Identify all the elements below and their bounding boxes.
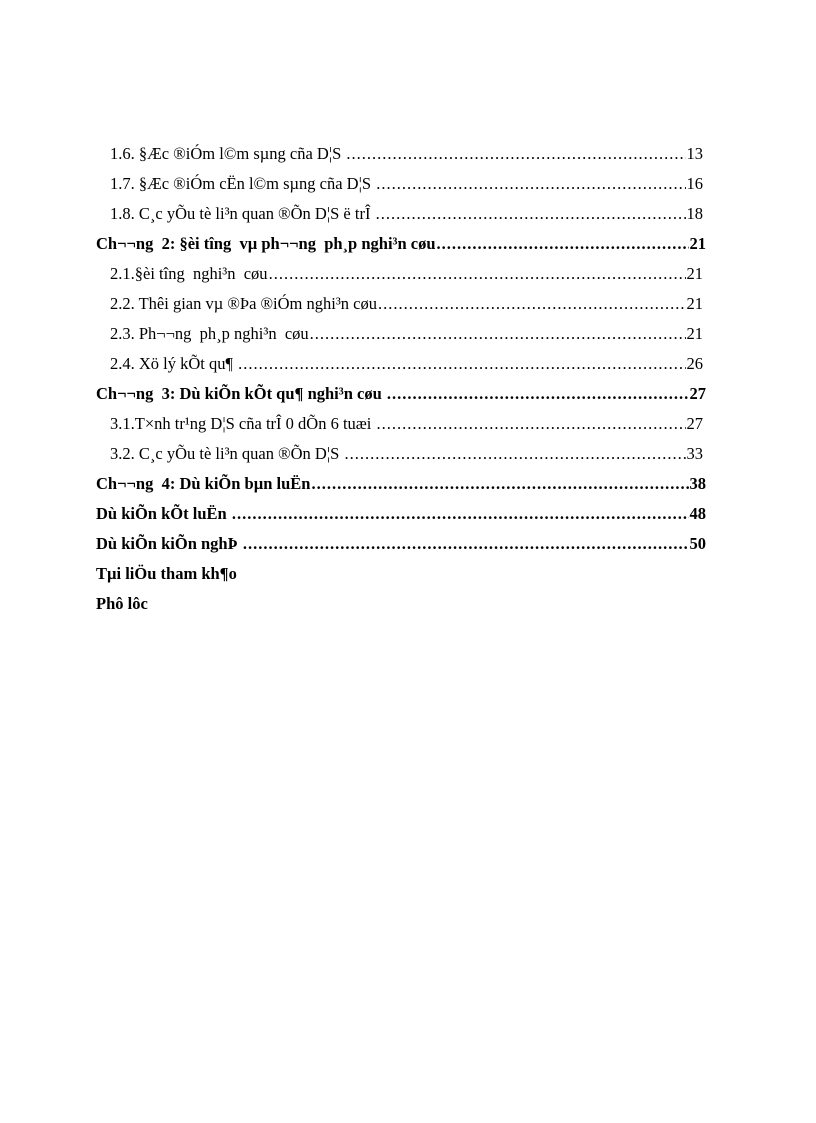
dot-leader — [376, 203, 686, 225]
dot-leader — [269, 263, 686, 285]
toc-entry-page: 16 — [686, 174, 703, 193]
dot-leader — [378, 293, 686, 315]
dot-leader — [387, 383, 689, 405]
toc-chapter-label: Ch¬¬ng 4: Dù kiÕn bµn luËn — [96, 474, 311, 493]
toc-references[interactable] — [96, 563, 706, 593]
toc-entry-label: 3.2. C¸c yÕu tè li³n quan ®Õn D¦S — [110, 444, 344, 463]
dot-leader — [346, 143, 685, 165]
toc-chapter-label: Phô lôc — [96, 594, 148, 613]
dot-leader — [311, 473, 688, 495]
toc-entry-page: 21 — [686, 324, 703, 343]
toc-expected-conclusion[interactable] — [96, 503, 706, 533]
dot-leader — [377, 413, 686, 435]
table-of-contents — [0, 143, 816, 623]
toc-entry-2-4[interactable] — [110, 353, 703, 383]
dot-leader — [437, 233, 689, 255]
toc-entry-page: 26 — [686, 354, 703, 373]
toc-expected-recommendation[interactable] — [96, 533, 706, 563]
toc-entry-page: 18 — [686, 204, 703, 223]
toc-chapter-label: Tµi liÖu tham kh¶o — [96, 564, 237, 583]
toc-entry-1-6[interactable] — [110, 143, 703, 173]
toc-entry-page: 33 — [686, 444, 703, 463]
toc-entry-page: 13 — [686, 144, 703, 163]
toc-entry-label: 2.3. Ph¬¬ng ph¸p nghi³n cøu — [110, 324, 309, 343]
toc-chapter-label: Dù kiÕn kiÕn nghÞ — [96, 534, 242, 553]
dot-leader — [376, 173, 685, 195]
dot-leader — [344, 443, 685, 465]
toc-entry-label: 1.8. C¸c yÕu tè li³n quan ®Õn D¦S ë trÎ — [110, 204, 375, 223]
toc-entry-label: 1.7. §Æc ®iÓm cËn l©m sµng cña D¦S — [110, 174, 376, 193]
toc-entry-label: 2.2. Thêi gian vµ ®Þa ®iÓm nghi³n cøu — [110, 294, 377, 313]
toc-chapter-page: 50 — [689, 534, 706, 553]
toc-appendix[interactable] — [96, 593, 706, 623]
dot-leader — [232, 503, 689, 525]
toc-entry-label: 2.4. Xö lý kÕt qu¶ — [110, 354, 238, 373]
toc-chapter-4[interactable] — [96, 473, 706, 503]
toc-entry-2-3[interactable] — [110, 323, 703, 353]
toc-chapter-3[interactable] — [96, 383, 706, 413]
dot-leader — [310, 323, 686, 345]
toc-chapter-label: Ch¬¬ng 3: Dù kiÕn kÕt qu¶ nghi³n cøu — [96, 384, 386, 403]
toc-chapter-page: 27 — [689, 384, 706, 403]
toc-chapter-page: 38 — [689, 474, 706, 493]
toc-chapter-label: Dù kiÕn kÕt luËn — [96, 504, 231, 523]
toc-chapter-2[interactable] — [96, 233, 706, 263]
toc-entry-2-1[interactable] — [110, 263, 703, 293]
dot-leader — [238, 353, 685, 375]
toc-chapter-page: 21 — [689, 234, 706, 253]
toc-entry-3-2[interactable] — [110, 443, 703, 473]
toc-entry-label: 3.1.T×nh tr¹ng D¦S cña trÎ 0 dÕn 6 tuæi — [110, 414, 376, 433]
toc-entry-label: 1.6. §Æc ®iÓm l©m sµng cña D¦S — [110, 144, 346, 163]
toc-entry-1-7[interactable] — [110, 173, 703, 203]
toc-entry-label: 2.1.§èi tîng nghi³n cøu — [110, 264, 268, 283]
toc-entry-1-8[interactable] — [110, 203, 703, 233]
toc-entry-page: 27 — [686, 414, 703, 433]
toc-entry-page: 21 — [686, 264, 703, 283]
toc-entry-page: 21 — [686, 294, 703, 313]
toc-entry-2-2[interactable] — [110, 293, 703, 323]
toc-entry-3-1[interactable] — [110, 413, 703, 443]
toc-chapter-page: 48 — [689, 504, 706, 523]
dot-leader — [243, 533, 689, 555]
toc-chapter-label: Ch¬¬ng 2: §èi tîng vµ ph¬¬ng ph¸p nghi³n cøu — [96, 234, 436, 253]
